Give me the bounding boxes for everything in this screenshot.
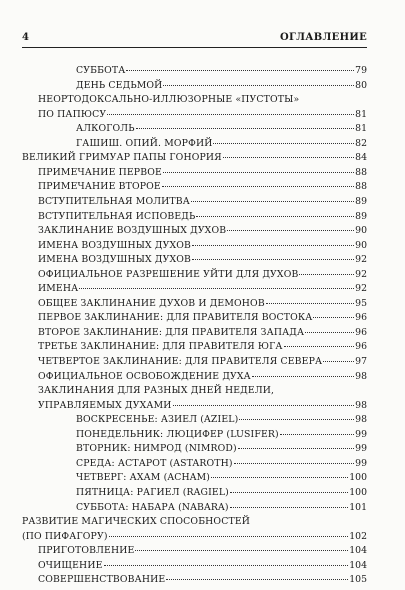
toc-entry-title: АЛКОГОЛЬ bbox=[76, 123, 135, 135]
toc-entry bbox=[76, 501, 367, 514]
dot-leader bbox=[238, 448, 354, 449]
dot-leader bbox=[107, 114, 354, 115]
dot-leader bbox=[227, 230, 354, 231]
dot-leader bbox=[163, 85, 354, 86]
dot-leader bbox=[280, 434, 354, 435]
toc-entry-title: ЧЕТВЕРГ: АХАМ (ACHAM) bbox=[76, 472, 211, 484]
toc-entry-page: 96 bbox=[355, 341, 367, 353]
toc-entry-title: ПРИМЕЧАНИЕ ВТОРОЕ bbox=[38, 181, 161, 193]
toc-entry-title: ИМЕНА ВОЗДУШНЫХ ДУХОВ bbox=[38, 254, 191, 266]
toc-entry bbox=[22, 151, 367, 164]
toc-entry-page: 84 bbox=[355, 152, 367, 164]
toc-entry bbox=[38, 93, 367, 106]
running-header bbox=[22, 32, 367, 46]
toc-entry-title: ЗАКЛИНАНИЯ ДЛЯ РАЗНЫХ ДНЕЙ НЕДЕЛИ, bbox=[38, 385, 275, 397]
toc-entry-page: 105 bbox=[349, 574, 367, 586]
toc-entry bbox=[76, 79, 367, 92]
dot-leader bbox=[284, 346, 355, 347]
toc-entry bbox=[76, 442, 367, 455]
dot-leader bbox=[191, 201, 354, 202]
toc-entry bbox=[76, 471, 367, 484]
toc-entry-page: 96 bbox=[355, 326, 367, 338]
toc-entry-title: ПЯТНИЦА: РАГИЕЛ (RAGIEL) bbox=[76, 486, 229, 498]
dot-leader bbox=[173, 405, 355, 406]
toc-entry-page: 100 bbox=[349, 486, 367, 498]
dot-leader bbox=[230, 492, 348, 493]
dot-leader bbox=[126, 70, 354, 71]
toc-entry-page: 104 bbox=[349, 545, 367, 557]
toc-entry-title: ТРЕТЬЕ ЗАКЛИНАНИЕ: ДЛЯ ПРАВИТЕЛЯ ЮГА bbox=[38, 341, 283, 353]
dot-leader bbox=[305, 332, 354, 333]
toc-entry-page: 96 bbox=[355, 312, 367, 324]
toc-entry-page: 82 bbox=[355, 137, 367, 149]
toc-entry-title: ОФИЦИАЛЬНОЕ ОСВОБОЖДЕНИЕ ДУХА bbox=[38, 370, 251, 382]
toc-entry-title: ЗАКЛИНАНИЕ ВОЗДУШНЫХ ДУХОВ bbox=[38, 225, 227, 237]
toc-entry bbox=[38, 370, 367, 383]
toc-entry-page: 88 bbox=[355, 166, 367, 178]
running-title: ОГЛАВЛЕНИЕ bbox=[279, 32, 367, 43]
toc-entry-page: 98 bbox=[355, 414, 367, 426]
toc-entry-page: 95 bbox=[355, 297, 367, 309]
toc-entry-title: ИМЕНА ВОЗДУШНЫХ ДУХОВ bbox=[38, 239, 191, 251]
toc-entry bbox=[38, 311, 367, 324]
toc-entry-page: 88 bbox=[355, 181, 367, 193]
toc-entry bbox=[76, 428, 367, 441]
dot-leader bbox=[299, 274, 354, 275]
toc-entry-title: ПРИГОТОВЛЕНИЕ bbox=[38, 545, 135, 557]
toc-entry-page: 98 bbox=[355, 399, 367, 411]
toc-entry-title: РАЗВИТИЕ МАГИЧЕСКИХ СПОСОБНОСТЕЙ bbox=[22, 516, 251, 528]
toc-entry bbox=[76, 413, 367, 426]
toc-entry-title: ПОНЕДЕЛЬНИК: ЛЮЦИФЕР (LUSIFER) bbox=[76, 428, 279, 440]
dot-leader bbox=[109, 536, 349, 537]
toc-entry bbox=[22, 530, 367, 543]
toc-entry bbox=[38, 268, 367, 281]
dot-leader bbox=[239, 419, 354, 420]
toc-entry-title: ВТОРНИК: НИМРОД (NIMROD) bbox=[76, 443, 237, 455]
dot-leader bbox=[192, 259, 354, 260]
dot-leader bbox=[223, 157, 354, 158]
dot-leader bbox=[135, 550, 348, 551]
toc-entry bbox=[76, 64, 367, 77]
dot-leader bbox=[136, 128, 355, 129]
toc-entry-page: 99 bbox=[355, 443, 367, 455]
toc-entry-title: ВЕЛИКИЙ ГРИМУАР ПАПЫ ГОНОРИЯ bbox=[22, 152, 222, 164]
dot-leader bbox=[163, 172, 354, 173]
toc-entry-page: 79 bbox=[355, 65, 367, 76]
toc-entry-title: ОБЩЕЕ ЗАКЛИНАНИЕ ДУХОВ И ДЕМОНОВ bbox=[38, 297, 265, 309]
toc-entry-page: 92 bbox=[355, 254, 367, 266]
toc-entry-page: 90 bbox=[355, 239, 367, 251]
toc-entry-title: ПЕРВОЕ ЗАКЛИНАНИЕ: ДЛЯ ПРАВИТЕЛЯ ВОСТОКА bbox=[38, 312, 313, 324]
dot-leader bbox=[196, 216, 354, 217]
toc-entry-title: (ПО ПИФАГОРУ) bbox=[22, 530, 108, 542]
toc-entry bbox=[38, 239, 367, 252]
toc-entry-page: 89 bbox=[355, 195, 367, 207]
toc-entry bbox=[38, 210, 367, 223]
toc-entry bbox=[76, 137, 367, 150]
toc-entry bbox=[38, 195, 367, 208]
toc-entry-title: ПО ПАПЮСУ bbox=[38, 108, 107, 120]
toc-entry-page: 81 bbox=[355, 108, 367, 120]
toc-entry-title: ВСТУПИТЕЛЬНАЯ МОЛИТВА bbox=[38, 195, 190, 207]
dot-leader bbox=[162, 186, 354, 187]
dot-leader bbox=[166, 579, 348, 580]
toc-entry bbox=[38, 326, 367, 339]
toc-entry-title: ДЕНЬ СЕДЬМОЙ bbox=[76, 79, 163, 91]
toc-entry bbox=[38, 282, 367, 295]
toc-entry bbox=[76, 457, 367, 470]
toc-entry bbox=[38, 340, 367, 353]
toc-entry bbox=[22, 515, 367, 528]
dot-leader bbox=[79, 288, 354, 289]
dot-leader bbox=[104, 565, 349, 566]
toc-entry bbox=[38, 544, 367, 557]
toc-entry-page: 99 bbox=[355, 457, 367, 469]
toc-entry-title: ВОСКРЕСЕНЬЕ: АЗИЕЛ (AZIEL) bbox=[76, 414, 239, 426]
dot-leader bbox=[211, 477, 348, 478]
toc-entry-title: ПРИМЕЧАНИЕ ПЕРВОЕ bbox=[38, 166, 162, 178]
toc-entry bbox=[38, 180, 367, 193]
toc-entry bbox=[38, 573, 367, 586]
toc-entry bbox=[76, 122, 367, 135]
toc-entry bbox=[38, 384, 367, 397]
toc-entry-title: СОВЕРШЕНСТВОВАНИЕ bbox=[38, 574, 166, 586]
toc-entry bbox=[76, 486, 367, 499]
toc-entry-title: ИМЕНА bbox=[38, 283, 79, 295]
toc-entry-title: УПРАВЛЯЕМЫХ ДУХАМИ bbox=[38, 399, 172, 411]
toc-entry-title: ВСТУПИТЕЛЬНАЯ ИСПОВЕДЬ bbox=[38, 210, 196, 222]
toc-entry-page: 89 bbox=[355, 210, 367, 222]
toc-entry-page: 102 bbox=[349, 530, 367, 542]
toc-entry bbox=[38, 297, 367, 310]
toc-entry-page: 92 bbox=[355, 283, 367, 295]
dot-leader bbox=[313, 317, 354, 318]
header-rule bbox=[22, 47, 367, 48]
toc-entry bbox=[38, 108, 367, 121]
dot-leader bbox=[192, 245, 354, 246]
toc-entry-title: ЧЕТВЕРТОЕ ЗАКЛИНАНИЕ: ДЛЯ ПРАВИТЕЛЯ СЕВЕРА bbox=[38, 356, 323, 367]
toc-entry-page: 100 bbox=[349, 472, 367, 484]
toc-entry-page: 97 bbox=[355, 356, 367, 367]
toc-entry-page: 90 bbox=[355, 225, 367, 237]
toc-entry-title: ВТОРОЕ ЗАКЛИНАНИЕ: ДЛЯ ПРАВИТЕЛЯ ЗАПАДА bbox=[38, 326, 305, 338]
dot-leader bbox=[252, 376, 354, 377]
toc-entry-title: СУББОТА: НАБАРА (NABARA) bbox=[76, 501, 229, 513]
toc-entry bbox=[38, 166, 367, 179]
toc-entry-title: НЕОРТОДОКСАЛЬНО-ИЛЛЮЗОРНЫЕ «ПУСТОТЫ» bbox=[38, 94, 300, 106]
toc-entry-title: ГАШИШ. ОПИЙ. МОРФИЙ bbox=[76, 137, 213, 149]
dot-leader bbox=[213, 143, 354, 144]
toc-entry-title: СРЕДА: АСТАРОТ (ASTAROTH) bbox=[76, 457, 233, 469]
dot-leader bbox=[323, 361, 354, 362]
toc-entry-page: 101 bbox=[349, 501, 367, 513]
toc-entry-page: 104 bbox=[349, 559, 367, 571]
toc-entry bbox=[38, 224, 367, 237]
dot-leader bbox=[230, 507, 349, 508]
toc-entry bbox=[38, 253, 367, 266]
toc-entry-title: СУББОТА bbox=[76, 65, 126, 76]
dot-leader bbox=[266, 303, 354, 304]
toc-entry bbox=[38, 399, 367, 412]
toc-entry-page: 99 bbox=[355, 428, 367, 440]
toc-entry-page: 92 bbox=[355, 268, 367, 280]
toc-entry-title: ОФИЦИАЛЬНОЕ РАЗРЕШЕНИЕ УЙТИ ДЛЯ ДУХОВ bbox=[38, 268, 299, 280]
toc-entry bbox=[38, 355, 367, 368]
toc-entry bbox=[38, 559, 367, 572]
toc-entry-title: ОЧИЩЕНИЕ bbox=[38, 559, 103, 571]
dot-leader bbox=[234, 463, 354, 464]
page-number: 4 bbox=[22, 32, 29, 43]
toc-entry-page: 98 bbox=[355, 370, 367, 382]
toc-entry-page: 80 bbox=[355, 79, 367, 91]
toc-entry-page: 81 bbox=[355, 123, 367, 135]
